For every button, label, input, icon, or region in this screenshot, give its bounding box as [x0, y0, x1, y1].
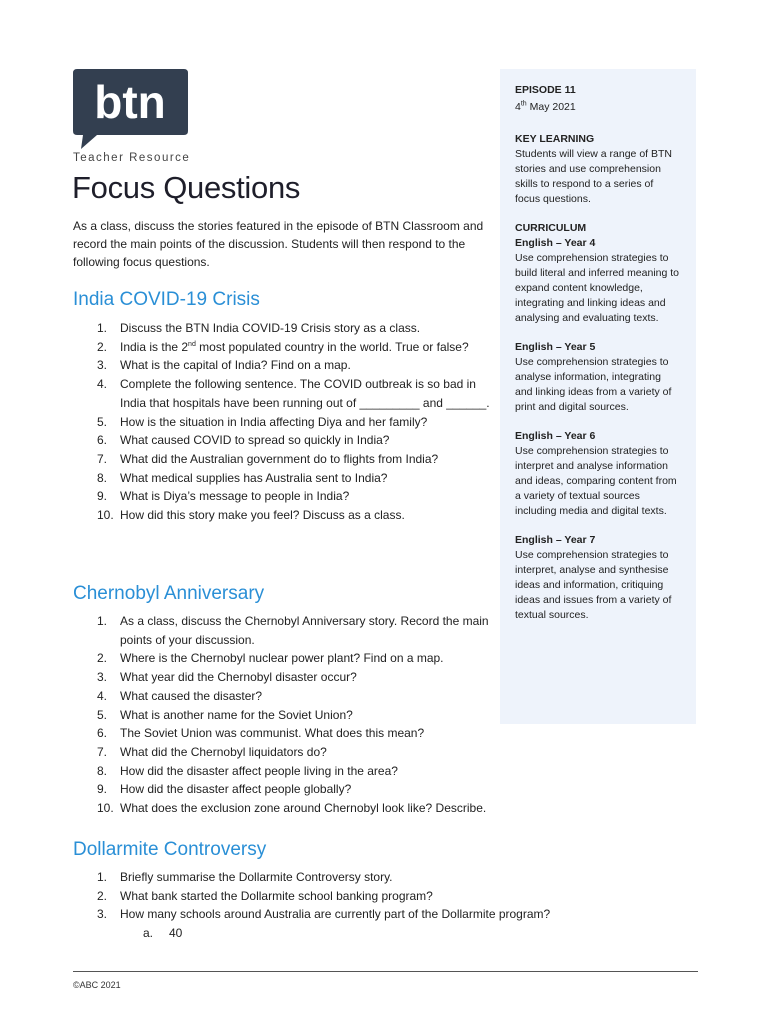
- question-item: 7. What did the Australian government do to flights from India?: [97, 451, 439, 466]
- sidebar-panel: [500, 69, 696, 724]
- question-item: 6. What caused COVID to spread so quickly in India?: [97, 433, 390, 448]
- logo-text: btn: [94, 76, 166, 128]
- key-learning-text: Students will view a range of BTN stories and use comprehension skills to respond to a series of focus questions.: [515, 148, 672, 205]
- question-item: 8. How did the disaster affect people living in the area?: [97, 763, 398, 778]
- key-learning-label: KEY LEARNING: [515, 133, 595, 145]
- section-heading-chernobyl: Chernobyl Anniversary: [73, 583, 265, 604]
- question-item: 3. What is the capital of India? Find on a map.: [97, 358, 351, 373]
- year-5-label: English – Year 5: [515, 341, 596, 353]
- question-item: 5. What is another name for the Soviet Union?: [97, 707, 353, 722]
- question-item: 2. India is the 2nd most populated country in the world. True or false?: [97, 339, 469, 354]
- question-item: 10. How did this story make you feel? Discuss as a class.: [97, 508, 405, 523]
- question-item: 10. What does the exclusion zone around Chernobyl look like? Describe.: [97, 801, 487, 816]
- year-4-text: Use comprehension strategies to build literal and inferred meaning to expand content knowledge, integrating and linking ideas and analysing and evaluating texts.: [515, 252, 680, 324]
- section-heading-dollarmite: Dollarmite Controversy: [73, 839, 267, 860]
- question-item: 1. As a class, discuss the Chernobyl Anniversary story. Record the main points of your discussion.: [97, 614, 489, 647]
- sub-answer-item: a. 40: [143, 926, 183, 941]
- question-item: 3. What year did the Chernobyl disaster occur?: [97, 670, 357, 685]
- page-title: Focus Questions: [72, 170, 301, 205]
- curriculum-label: CURRICULUM: [515, 222, 587, 234]
- year-6-text: Use comprehension strategies to interpret and analyse information and ideas, comparing content from a variety of textual sources including media and digital texts.: [515, 445, 677, 517]
- year-6-label: English – Year 6: [515, 430, 596, 442]
- question-item: 1. Discuss the BTN India COVID-19 Crisis story as a class.: [97, 321, 421, 335]
- question-item: 1. Briefly summarise the Dollarmite Controversy story.: [97, 870, 393, 884]
- question-item: 8. What medical supplies has Australia sent to India?: [97, 470, 388, 485]
- question-item: 7. What did the Chernobyl liquidators do?: [97, 744, 327, 759]
- intro-paragraph: As a class, discuss the stories featured in the episode of BTN Classroom and record the main points of the discussion. Students will then respond to the following focus questions.: [73, 219, 484, 269]
- question-item: 4. Complete the following sentence. The COVID outbreak is so bad in India that hospitals have been running out of _________ and ______.: [97, 377, 490, 410]
- section-heading-india: India COVID-19 Crisis: [73, 289, 260, 310]
- question-item: 2. What bank started the Dollarmite school banking program?: [97, 888, 433, 903]
- question-item: 6. The Soviet Union was communist. What does this mean?: [97, 726, 425, 741]
- question-item: 3. How many schools around Australia are currently part of the Dollarmite program?: [97, 907, 551, 922]
- year-7-text: Use comprehension strategies to interpret, analyse and synthesise ideas and information, critiquing ideas and issues from a variety of textual sources.: [515, 549, 672, 621]
- question-item: 2. Where is the Chernobyl nuclear power plant? Find on a map.: [97, 651, 444, 666]
- year-7-label: English – Year 7: [515, 534, 596, 546]
- episode-date: 4th May 2021: [515, 100, 576, 113]
- question-item: 5. How is the situation in India affecting Diya and her family?: [97, 414, 428, 429]
- footer-copyright: ©ABC 2021: [73, 980, 121, 990]
- year-4-label: English – Year 4: [515, 237, 596, 249]
- footer-divider: [73, 971, 698, 972]
- question-item: 9. What is Diya’s message to people in India?: [97, 489, 350, 504]
- question-item: 4. What caused the disaster?: [97, 688, 263, 703]
- dollarmite-questions: [73, 868, 633, 943]
- btn-logo: [73, 69, 188, 149]
- year-5-text: Use comprehension strategies to analyse information, integrating and linking ideas from a variety of print and digital sources.: [515, 356, 672, 413]
- chernobyl-questions: [73, 612, 503, 818]
- india-questions: [73, 319, 503, 525]
- episode-label: EPISODE 11: [515, 84, 576, 96]
- question-item: 9. How did the disaster affect people globally?: [97, 782, 352, 797]
- teacher-resource-label: Teacher Resource: [73, 152, 191, 164]
